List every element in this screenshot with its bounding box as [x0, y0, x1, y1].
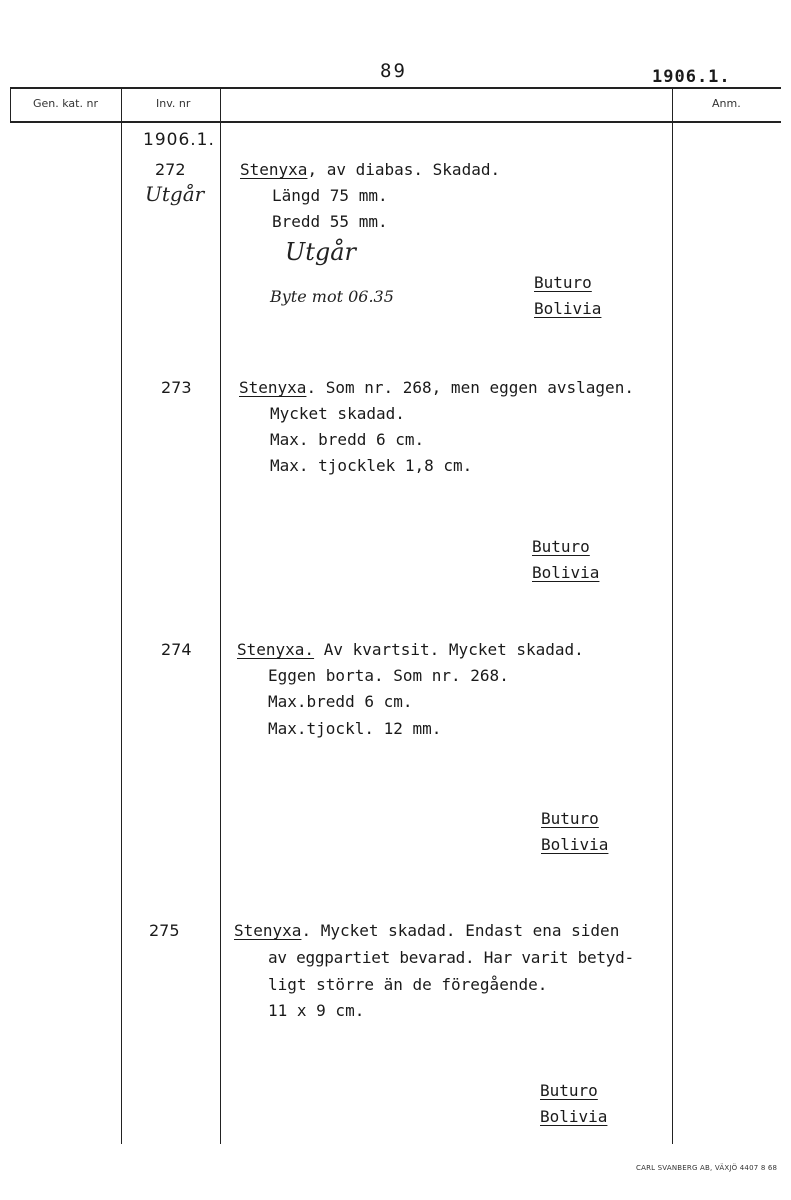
section-year: 1906.1. — [143, 130, 215, 150]
entry-273-location-2: Bolivia — [532, 563, 600, 582]
entry-title: Stenyxa. — [237, 640, 315, 659]
header-bottom-rule — [10, 121, 781, 123]
inv-number-273: 273 — [161, 378, 192, 397]
entry-275-line-2: av eggpartiet bevarad. Har varit betyd- — [268, 948, 634, 967]
entry-274-location-2: Bolivia — [541, 835, 609, 854]
col-divider-1 — [121, 87, 122, 1144]
entry-title: Stenyxa — [239, 378, 307, 397]
top-rule — [10, 87, 781, 89]
entry-273-location-1: Buturo — [532, 537, 590, 556]
entry-273-line-1: Stenyxa. Som nr. 268, men eggen avslagen. — [239, 378, 634, 397]
entry-275-location-1: Buturo — [540, 1081, 598, 1100]
left-border — [10, 87, 11, 123]
entry-272-location-1: Buturo — [534, 273, 592, 292]
entry-273-line-4: Max. tjocklek 1,8 cm. — [270, 456, 473, 475]
entry-title: Stenyxa — [240, 160, 308, 179]
handwritten-note-byte: Byte mot 06.35 — [270, 287, 394, 306]
inv-note-handwritten: Utgår — [145, 182, 205, 206]
entry-272-line-1: Stenyxa, av diabas. Skadad. — [240, 160, 501, 179]
entry-274-line-3: Max.bredd 6 cm. — [268, 692, 413, 711]
col-header-anm: Anm. — [712, 97, 741, 110]
inv-number-272: 272 — [155, 160, 186, 179]
handwritten-note-utgar: Utgår — [285, 238, 357, 266]
col-divider-3 — [672, 87, 673, 1144]
entry-274-location-1: Buturo — [541, 809, 599, 828]
entry-title: Stenyxa — [234, 921, 302, 940]
entry-275-line-3: ligt större än de föregående. — [268, 975, 548, 994]
page-number: 89 — [380, 60, 407, 82]
header-year: 1906.1. — [652, 67, 731, 87]
entry-272-line-2: Längd 75 mm. — [272, 186, 388, 205]
entry-275-line-1: Stenyxa. Mycket skadad. Endast ena siden — [234, 921, 620, 940]
entry-274-line-4: Max.tjockl. 12 mm. — [268, 719, 442, 738]
entry-275-location-2: Bolivia — [540, 1107, 608, 1126]
entry-273-line-2: Mycket skadad. — [270, 404, 405, 423]
col-header-gen-kat: Gen. kat. nr — [33, 97, 98, 110]
col-divider-2 — [220, 87, 221, 1144]
entry-274-line-1: Stenyxa. Av kvartsit. Mycket skadad. — [237, 640, 584, 659]
entry-273-line-3: Max. bredd 6 cm. — [270, 430, 425, 449]
entry-272-line-3: Bredd 55 mm. — [272, 212, 388, 231]
col-header-inv: Inv. nr — [156, 97, 191, 110]
printer-mark: CARL SVANBERG AB, VÄXJÖ 4407 8 68 — [636, 1164, 778, 1172]
entry-274-line-2: Eggen borta. Som nr. 268. — [268, 666, 509, 685]
entry-275-line-4: 11 x 9 cm. — [268, 1001, 365, 1020]
inv-number-275: 275 — [149, 921, 180, 940]
entry-272-location-2: Bolivia — [534, 299, 602, 318]
inv-number-274: 274 — [161, 640, 192, 659]
